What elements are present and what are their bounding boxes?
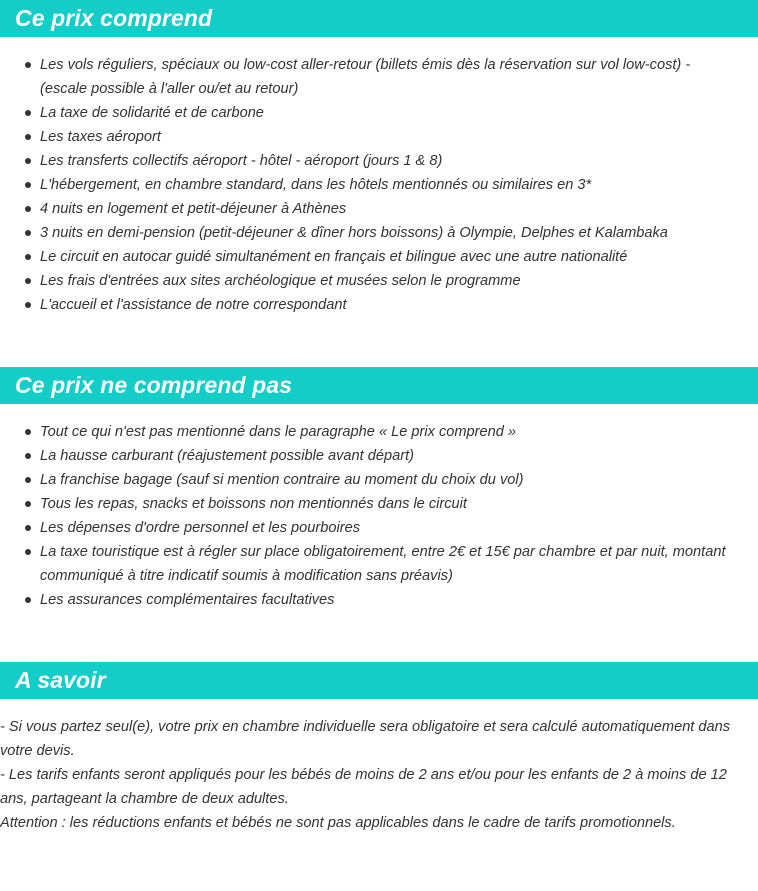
section-header — [0, 367, 758, 404]
list-item: Les frais d'entrées aux sites archéologique et musées selon le programme — [40, 269, 758, 293]
list-item: L'accueil et l'assistance de notre correspondant — [40, 293, 758, 317]
list-item: L'hébergement, en chambre standard, dans les hôtels mentionnés ou similaires en 3* — [40, 173, 758, 197]
list-item: Les vols réguliers, spéciaux ou low-cost aller-retour (billets émis dès la réservation sur vol low-cost) - (escale possible à l'aller ou/et au retour) — [40, 53, 758, 101]
list-item: La hausse carburant (réajustement possible avant départ) — [40, 444, 758, 468]
list-item: Les taxes aéroport — [40, 125, 758, 149]
list-item: Tout ce qui n'est pas mentionné dans le paragraphe « Le prix comprend » — [40, 420, 758, 444]
list-item: 4 nuits en logement et petit-déjeuner à Athènes — [40, 197, 758, 221]
info-line: Attention : les réductions enfants et bébés ne sont pas applicables dans le cadre de tarifs promotionnels. — [0, 815, 676, 831]
section-a-savoir — [0, 662, 758, 835]
info-line: - Les tarifs enfants seront appliqués pour les bébés de moins de 2 ans et/ou pour les enfants de 2 à moins de 12 ans, partageant la chambre de deux adultes. — [0, 767, 727, 807]
list-item: Les assurances complémentaires facultatives — [40, 588, 758, 612]
list-item: La taxe touristique est à régler sur place obligatoirement, entre 2€ et 15€ par chambre et par nuit, montant communiqué à titre indicatif soumis à modification sans préavis) — [40, 540, 758, 588]
section-title: A savoir — [15, 667, 106, 693]
list-item: La taxe de solidarité et de carbone — [40, 101, 758, 125]
list-item: La franchise bagage (sauf si mention contraire au moment du choix du vol) — [40, 468, 758, 492]
excluded-list — [0, 420, 758, 612]
section-title: Ce prix comprend — [15, 5, 213, 31]
section-header — [0, 0, 758, 37]
section-ce-prix-ne-comprend-pas — [0, 367, 758, 612]
list-item: Les dépenses d'ordre personnel et les pourboires — [40, 516, 758, 540]
list-item: 3 nuits en demi-pension (petit-déjeuner & dîner hors boissons) à Olympie, Delphes et Kalambaka — [40, 221, 758, 245]
section-title: Ce prix ne comprend pas — [15, 372, 293, 398]
list-item: Les transferts collectifs aéroport - hôtel - aéroport (jours 1 & 8) — [40, 149, 758, 173]
info-text — [0, 715, 758, 835]
info-line: - Si vous partez seul(e), votre prix en chambre individuelle sera obligatoire et sera calculé automatiquement dans votre devis. — [0, 719, 731, 759]
section-ce-prix-comprend — [0, 0, 758, 317]
list-item: Tous les repas, snacks et boissons non mentionnés dans le circuit — [40, 492, 758, 516]
included-list — [0, 53, 758, 317]
list-item: Le circuit en autocar guidé simultanément en français et bilingue avec une autre nationalité — [40, 245, 758, 269]
section-header — [0, 662, 758, 699]
